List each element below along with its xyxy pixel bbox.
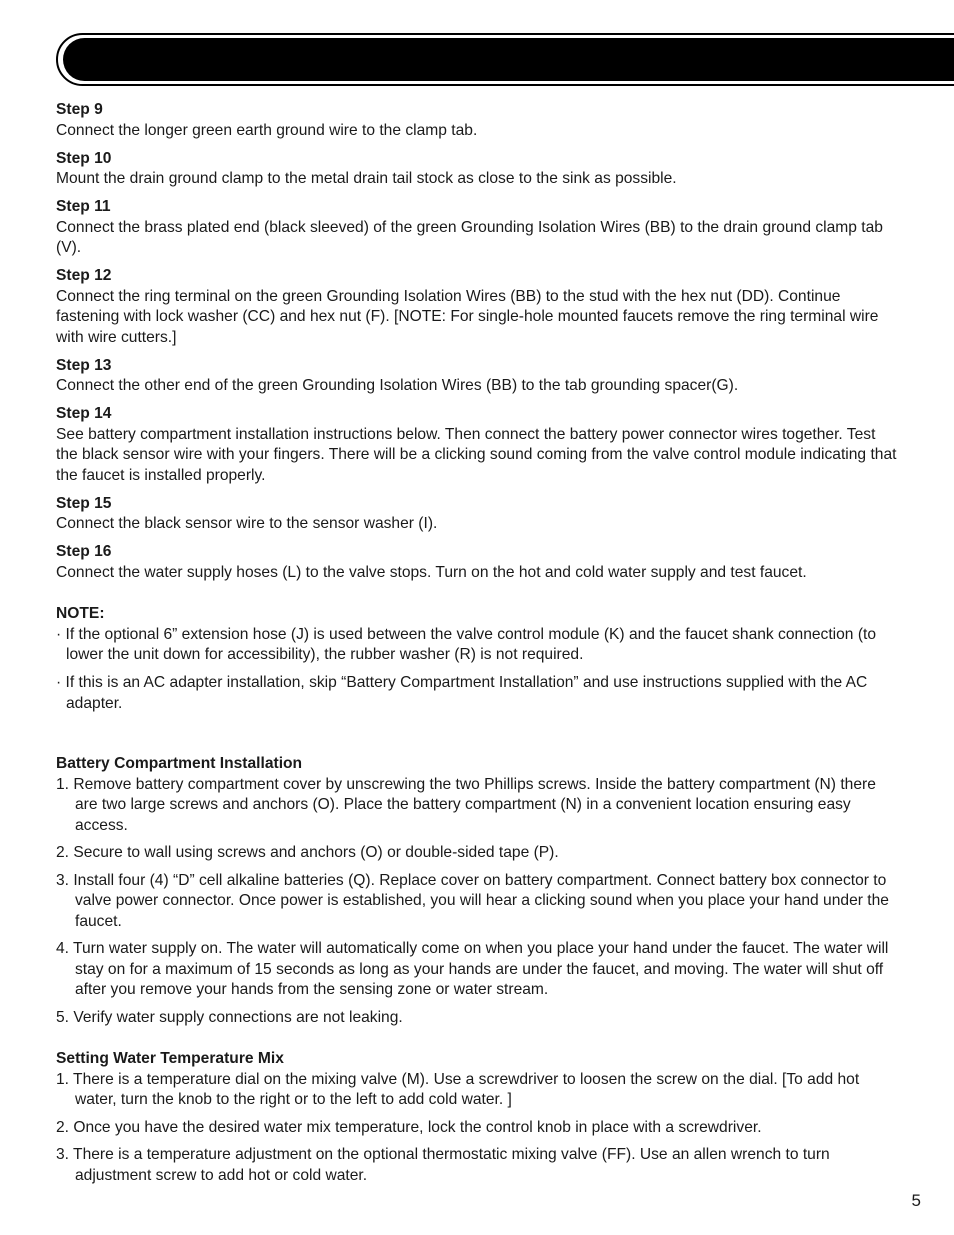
battery-section bbox=[56, 754, 901, 1028]
note-block bbox=[56, 604, 901, 714]
step-title: Step 9 bbox=[56, 101, 103, 118]
step-title: Step 16 bbox=[56, 543, 112, 560]
step-body: Connect the other end of the green Grounding Isolation Wires (BB) to the tab grounding spacer(G). bbox=[56, 377, 739, 394]
step-15 bbox=[56, 494, 901, 535]
step-body: Connect the longer green earth ground wire to the clamp tab. bbox=[56, 121, 478, 139]
step-body: Connect the black sensor wire to the sensor washer (I). bbox=[56, 515, 438, 532]
section-title: Setting Water Temperature Mix bbox=[56, 1050, 284, 1067]
note-item: · If this is an AC adapter installation, skip “Battery Compartment Installation” and use instructions supplied with the AC adapter. bbox=[56, 674, 868, 712]
step-title: Step 15 bbox=[56, 494, 112, 512]
list-item: 2. Once you have the desired water mix temperature, lock the control knob in place with a screwdriver. bbox=[56, 1118, 762, 1136]
step-9 bbox=[56, 100, 901, 141]
step-10 bbox=[56, 149, 901, 190]
step-12 bbox=[56, 266, 901, 348]
page-content bbox=[56, 100, 901, 1193]
header-bar bbox=[63, 38, 954, 81]
step-14 bbox=[56, 404, 901, 486]
list-item: 3. Install four (4) “D” cell alkaline batteries (Q). Replace cover on battery compartment. Connect battery box connector to valve power connector. Once power is established, you will hear a clicking sound when you place your hand under the faucet. bbox=[56, 871, 889, 930]
page-number: 5 bbox=[911, 1191, 921, 1210]
step-body: Connect the brass plated end (black sleeved) of the green Grounding Isolation Wires (BB) to the drain ground clamp tab (V). bbox=[56, 218, 883, 256]
step-body: Connect the ring terminal on the green Grounding Isolation Wires (BB) to the stud with the hex nut (DD). Continue fastening with lock washer (CC) and hex nut (F). [NOTE: For single-hole mounted faucets remove the ring terminal wire with wire cutters.] bbox=[56, 287, 879, 346]
temperature-section bbox=[56, 1049, 901, 1186]
list-item: 2. Secure to wall using screws and anchors (O) or double-sided tape (P). bbox=[56, 844, 559, 861]
list-item: 3. There is a temperature adjustment on the optional thermostatic mixing valve (FF). Use an allen wrench to turn adjustment screw to add hot or cold water. bbox=[56, 1146, 830, 1184]
list-item: 1. There is a temperature dial on the mixing valve (M). Use a screwdriver to loosen the screw on the dial. [To add hot water, turn the knob to the right or to the left to add cold water. ] bbox=[56, 1070, 860, 1108]
step-16 bbox=[56, 542, 901, 583]
step-title: Step 11 bbox=[56, 198, 111, 215]
step-13 bbox=[56, 356, 901, 397]
step-body: Mount the drain ground clamp to the metal drain tail stock as close to the sink as possible. bbox=[56, 170, 677, 187]
note-item: · If the optional 6” extension hose (J) is used between the valve control module (K) and the faucet shank connection (to lower the unit down for accessibility), the rubber washer (R) is not required. bbox=[56, 625, 877, 663]
list-item: 4. Turn water supply on. The water will automatically come on when you place your hand under the faucet. The water will stay on for a maximum of 15 seconds as long as your hands are under the faucet, and moving. The water will shut off after you remove your hands from the sensing zone or water stream. bbox=[56, 940, 889, 998]
step-11 bbox=[56, 197, 901, 259]
step-title: Step 14 bbox=[56, 405, 112, 422]
section-title: Battery Compartment Installation bbox=[56, 755, 303, 772]
note-title: NOTE: bbox=[56, 605, 105, 622]
step-body: Connect the water supply hoses (L) to the valve stops. Turn on the hot and cold water supply and test faucet. bbox=[56, 563, 807, 581]
step-body: See battery compartment installation instructions below. Then connect the battery power connector wires together. Test the black sensor wire with your fingers. There will be a clicking sound coming from the valve control module indicating that the faucet is installed properly. bbox=[56, 425, 897, 484]
list-item: 5. Verify water supply connections are not leaking. bbox=[56, 1008, 403, 1026]
step-title: Step 12 bbox=[56, 267, 112, 284]
list-item: 1. Remove battery compartment cover by unscrewing the two Phillips screws. Inside the battery compartment (N) there are two large screws and anchors (O). Place the battery compartment (N) in a convenient location ensuring easy access. bbox=[56, 775, 876, 834]
step-title: Step 10 bbox=[56, 149, 112, 167]
step-title: Step 13 bbox=[56, 356, 112, 374]
